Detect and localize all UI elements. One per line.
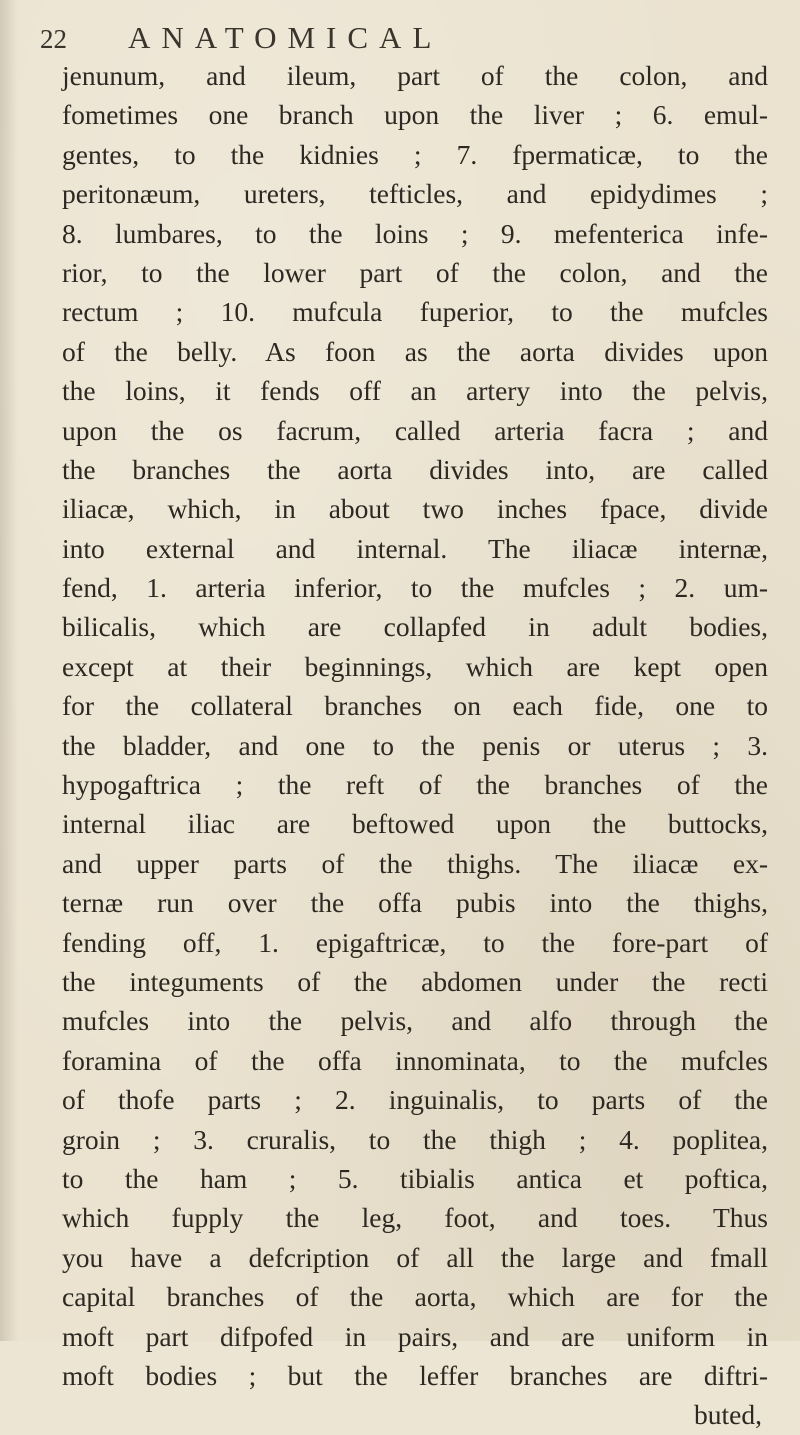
running-title: ANATOMICAL [128,20,443,55]
text-line: capital branches of the aorta, which are for the [62,1281,768,1313]
text-line: into external and internal. The iliacæ internæ, [62,532,768,564]
body-text [62,56,768,1435]
text-line: for the collateral branches on each fide, one to [62,690,768,722]
text-line: 8. lumbares, to the loins ; 9. mefenterica infe- [62,217,768,249]
text-line: upon the os facrum, called arteria facra ; and [62,414,768,446]
text-line: the loins, it fends off an artery into the pelvis, [62,375,768,407]
text-line: of thofe parts ; 2. inguinalis, to parts of the [62,1084,768,1116]
text-line: fend, 1. arteria inferior, to the mufcles ; 2. um- [62,572,768,604]
text-line: gentes, to the kidnies ; 7. fpermaticæ, to the [62,138,768,170]
page-number: 22 [40,24,67,54]
text-line: and upper parts of the thighs. The iliacæ ex- [62,847,768,879]
gutter-shadow [0,0,18,1341]
text-line: to the ham ; 5. tibialis antica et poftica, [62,1162,768,1194]
text-line: rior, to the lower part of the colon, and the [62,256,768,288]
text-line: peritonæum, ureters, tefticles, and epidydimes ; [62,178,768,210]
text-line: which fupply the leg, foot, and toes. Thus [62,1202,768,1234]
text-line: jenunum, and ileum, part of the colon, and [62,60,768,91]
text-line: the bladder, and one to the penis or uterus ; 3. [62,729,768,761]
catchword: buted, [694,1399,762,1431]
text-line: fometimes one branch upon the liver ; 6. emul- [62,99,768,131]
text-line: rectum ; 10. mufcula fuperior, to the mufcles [62,296,768,328]
text-line: except at their beginnings, which are kept open [62,650,768,682]
text-line: fending off, 1. epigaftricæ, to the fore-part of [62,926,768,958]
text-line: the integuments of the abdomen under the recti [62,965,768,997]
text-line: mufcles into the pelvis, and alfo through the [62,1005,768,1037]
text-line: moft part difpofed in pairs, and are uniform in [62,1320,768,1352]
text-line: ternæ run over the offa pubis into the thighs, [62,887,768,919]
text-line: iliacæ, which, in about two inches fpace, divide [62,493,768,525]
text-line: groin ; 3. cruralis, to the thigh ; 4. poplitea, [62,1123,768,1155]
text-line: bilicalis, which are collapfed in adult bodies, [62,611,768,643]
text-line: of the belly. As foon as the aorta divides upon [62,335,768,367]
running-head [40,20,760,60]
text-line: the branches the aorta divides into, are called [62,453,768,485]
text-line: moft bodies ; but the leffer branches are diftri- [62,1359,768,1391]
text-line: internal iliac are beftowed upon the buttocks, [62,808,768,840]
text-line: hypogaftrica ; the reft of the branches of the [62,769,768,801]
text-line: you have a defcription of all the large and fmall [62,1241,768,1273]
text-line: foramina of the offa innominata, to the mufcles [62,1044,768,1076]
